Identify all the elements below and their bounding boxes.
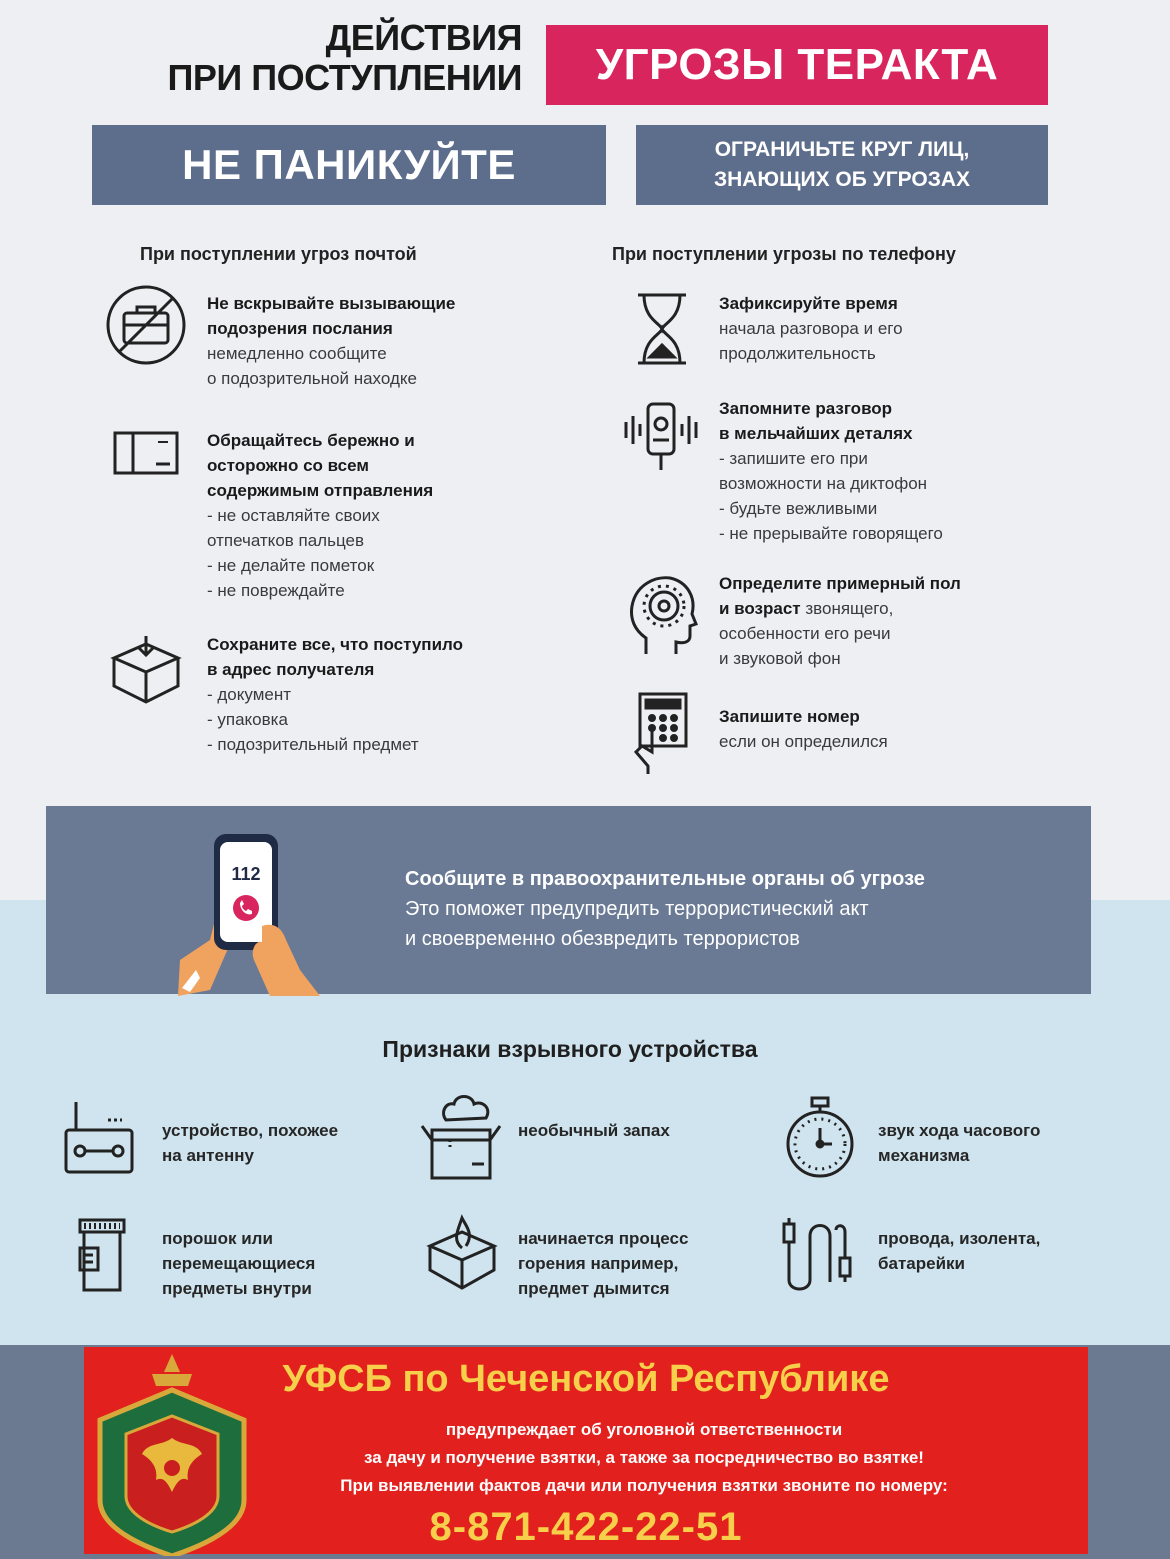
limit-line-2: ЗНАЮЩИХ ОБ УГРОЗАХ [713,168,971,191]
mail-item-1: Не вскрывайте вызывающие подозрения послания немедленно сообщите о подозрительной находке [207,294,456,388]
fsb-title: УФСБ по Чеченской Республике [282,1358,890,1400]
box-icon [108,634,184,706]
sign-5: начинается процесс горения например, предмет дымится [518,1229,689,1298]
phone-screen-number: 112 [231,864,261,884]
wires-icon [780,1216,854,1294]
sign-3: звук хода часового механизма [878,1121,1041,1165]
mail-heading: При поступлении угроз почтой [140,244,417,264]
recorder-icon [620,400,702,476]
phone-item-4: Запишите номер если он определился [719,707,888,751]
no-briefcase-icon [104,283,188,367]
jar-icon [78,1218,126,1292]
keypad-icon [630,690,690,776]
envelope-icon [112,430,180,478]
head-icon [626,574,698,658]
limit-line-1: ОГРАНИЧЬТЕ КРУГ ЛИЦ, [714,138,970,161]
radio-antenna-icon [62,1100,136,1176]
report-title: Сообщите в правоохранительные органы об угрозе [405,868,925,890]
sign-6: провода, изолента, батарейки [878,1229,1041,1273]
sign-4: порошок или перемещающиеся предметы внутри [162,1229,316,1298]
limit-circle-banner [636,125,1048,205]
report-line-2: Это поможет предупредить террористический акт [405,898,869,920]
phone-heading: При поступлении угрозы по телефону [612,244,956,264]
sign-1: устройство, похожее на антенну [162,1121,339,1165]
mail-item-2: Обращайтесь бережно и осторожно со всем содержимым отправления - не оставляйте своих отпечатков пальцев - не делайте пометок - не повреждайте [207,431,434,600]
fsb-line-1: предупреждает об уголовной ответственности [445,1420,843,1439]
phone-item-2: Запомните разговор в мельчайших деталях - запишите его при возможности на диктофон - будьте вежливыми - не прерывайте говорящего [719,399,943,543]
threat-banner: УГРОЗЫ ТЕРАКТА [546,25,1048,105]
mail-item-3: Сохраните все, что поступило в адрес получателя - документ - упаковка - подозрительный предмет [207,635,463,754]
phone-item-1: Зафиксируйте время начала разговора и его продолжительность [719,294,903,363]
sign-2: необычный запах [518,1121,670,1140]
fsb-line-2: за дачу и получение взятки, а также за посредничество во взятке! [364,1448,924,1467]
page-title [167,18,522,98]
title-line-2: ПРИ ПОСТУПЛЕНИИ [167,57,522,98]
report-line-3: и своевременно обезвредить террористов [405,928,800,950]
fsb-line-3: При выявлении фактов дачи или получения взятки звоните по номеру: [340,1476,948,1495]
hourglass-icon [634,291,690,367]
phone-item-3: Определите примерный пол и возраст звонящего, особенности его речи и звуковой фон [719,574,961,668]
fsb-phone-number[interactable]: 8-871-422-22-51 [429,1505,743,1549]
signs-heading: Признаки взрывного устройства [382,1036,758,1062]
phone-in-hand-icon [170,830,340,996]
stopwatch-icon [784,1096,856,1178]
title-line-1: ДЕЙСТВИЯ [325,17,522,58]
burning-box-icon [424,1214,500,1292]
no-panic-banner: НЕ ПАНИКУЙТЕ [92,125,606,205]
report-text [405,864,925,954]
smelly-box-icon [420,1090,502,1180]
